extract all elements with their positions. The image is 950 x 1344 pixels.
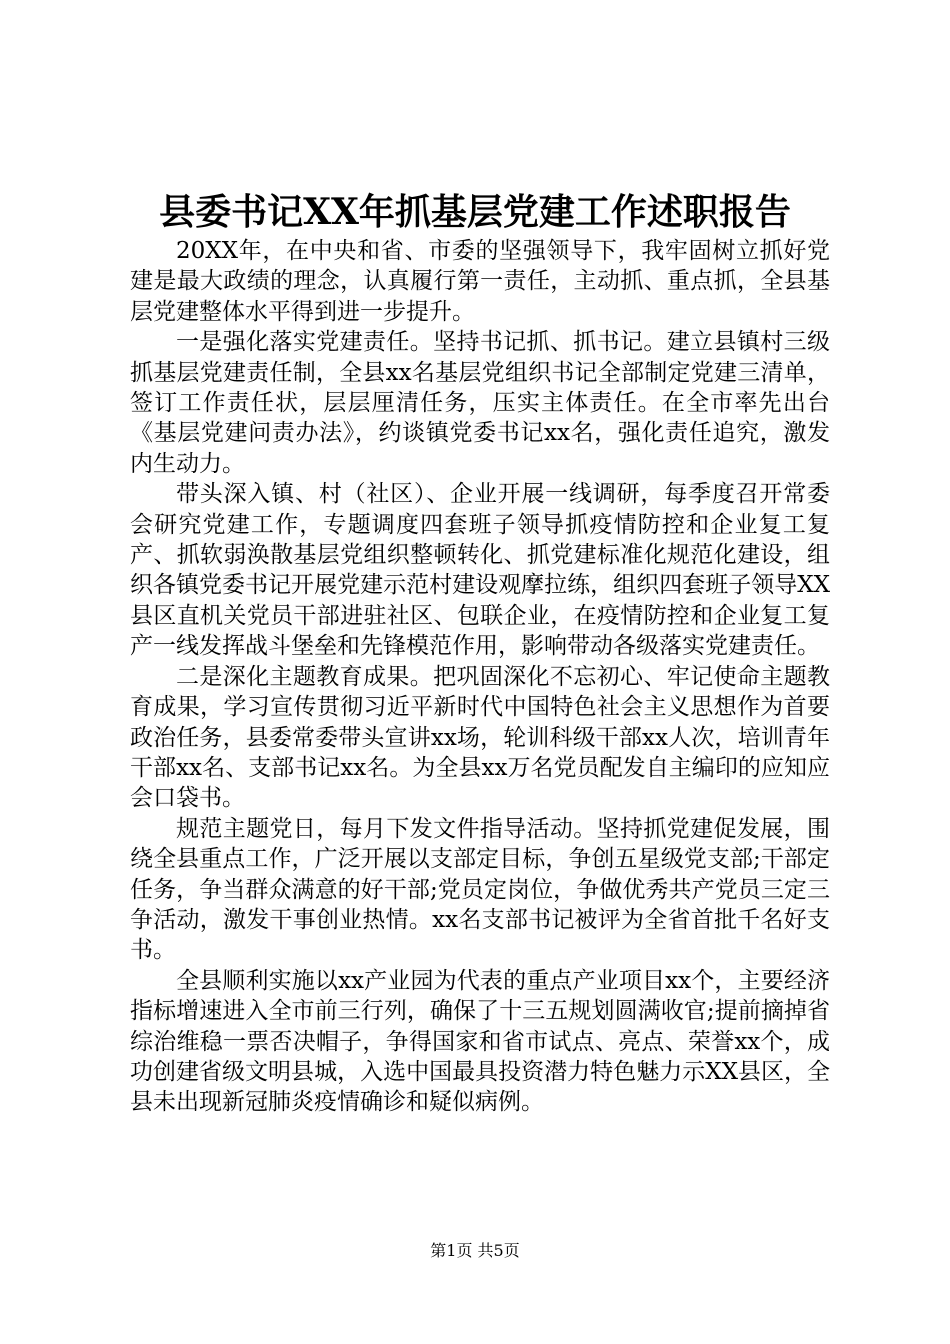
- paragraph-research: 带头深入镇、村（社区）、企业开展一线调研，每季度召开常委会研究党建工作，专题调度四套班子领导抓疫情防控和企业复工复产、抓软弱涣散基层党组织整顿转化、抓党建标准化规范化建设，组织各镇党委书记开展党建示范村建设观摩拉练，组织四套班子领导XX县区直机关党员干部进驻社区、包联企业，在疫情防控和企业复工复产一线发挥战斗堡垒和先锋模范作用，影响带动各级落实党建责任。: [130, 481, 830, 660]
- document-title: 县委书记XX年抓基层党建工作述职报告: [159, 191, 791, 233]
- paragraph-results: 全县顺利实施以xx产业园为代表的重点产业项目xx个，主要经济指标增速进入全市前三行列，确保了十三五规划圆满收官;提前摘掉省综治维稳一票否决帽子，争得国家和省市试点、亮点、荣誉xx个，成功创建省级文明县城，入选中国最具投资潜力特色魅力示XX县区，全县未出现新冠肺炎疫情确诊和疑似病例。: [130, 967, 830, 1116]
- paragraph-education: 二是深化主题教育成果。把巩固深化不忘初心、牢记使命主题教育成果，学习宣传贯彻习近平新时代中国特色社会主义思想作为首要政治任务，县委常委带头宣讲xx场，轮训科级干部xx人次，培训青年干部xx名、支部书记xx名。为全县xx万名党员配发自主编印的应知应会口袋书。: [130, 663, 830, 812]
- paragraph-intro: 20XX年，在中央和省、市委的坚强领导下，我牢固树立抓好党建是最大政绩的理念，认真履行第一责任，主动抓、重点抓，全县基层党建整体水平得到进一步提升。: [130, 238, 830, 325]
- paragraph-responsibility: 一是强化落实党建责任。坚持书记抓、抓书记。建立县镇村三级抓基层党建责任制，全县xx名基层党组织书记全部制定党建三清单，签订工作责任状，层层厘清任务，压实主体责任。在全市率先出台《基层党建问责办法》，约谈镇党委书记xx名，强化责任追究，激发内生动力。: [130, 329, 830, 477]
- document-body: [130, 236, 830, 1118]
- page-number: 第1页 共5页: [430, 1241, 520, 1260]
- paragraph-party-day: 规范主题党日，每月下发文件指导活动。坚持抓党建促发展，围绕全县重点工作，广泛开展以支部定目标，争创五星级党支部;干部定任务，争当群众满意的好干部;党员定岗位，争做优秀共产党员三定三争活动，激发干事创业热情。xx名支部书记被评为全省首批千名好支书。: [130, 815, 830, 964]
